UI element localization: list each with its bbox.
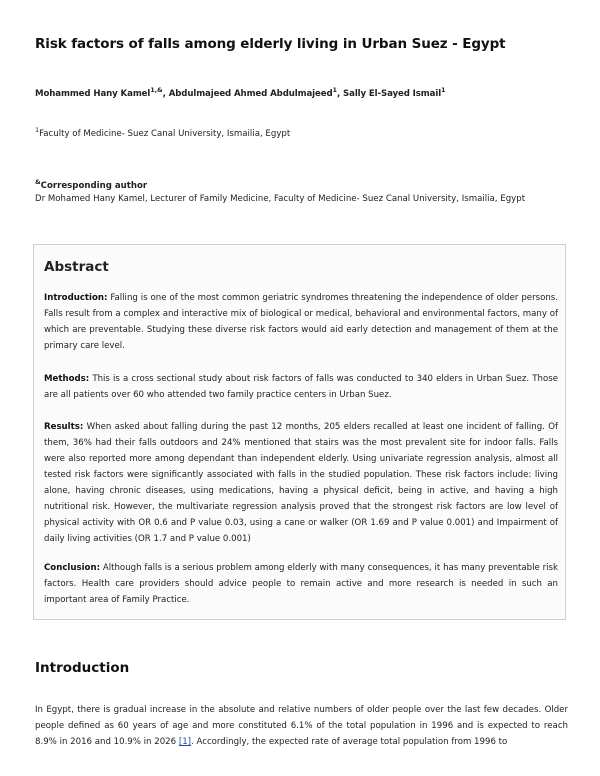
paper-title: Risk factors of falls among elderly living in Urban Suez - Egypt [35, 36, 506, 52]
abstract-heading: Abstract [44, 259, 109, 275]
corresponding-author-text: Dr Mohamed Hany Kamel, Lecturer of Family Medicine, Faculty of Medicine- Suez Canal University, Ismailia, Egypt [35, 194, 526, 204]
introduction-paragraph [35, 702, 568, 750]
abstract-results-text: When asked about falling during the past 12 months, 205 elders recalled at least one incident of falling. Of them, 36% had their falls outdoors and 24% mentioned that stairs was the most prevalent site for indoor falls. Falls were also reported more among dependant than independent elderly. Using univariate regression analysis, almost all tested risk factors were significantly associated with falls in the studied population. These risk factors include: living alone, having chronic diseases, using medications, having a physical deficit, being in active, and having a high nutritional risk. However, the multivariate regression analysis proved that the strongest risk factors are low level of physical activity with OR 0.6 and P value 0.03, using a cane or walker (OR 1.69 and P value 0.001) and Impairment of daily living activities (OR 1.7 and P value 0.001) [44, 422, 558, 544]
author-superscript: 1,& [150, 86, 163, 94]
abstract-conclusion-label: Conclusion: [44, 563, 101, 573]
author-superscript: 1 [441, 86, 446, 94]
author-separator: , [336, 88, 344, 99]
reference-link[interactable]: [1] [178, 737, 192, 747]
corresponding-author-heading [35, 178, 147, 191]
abstract-introduction [44, 290, 558, 354]
abstract-methods [44, 371, 558, 403]
corresponding-heading-text: Corresponding author [40, 180, 148, 191]
abstract-conclusion [44, 560, 558, 608]
author-superscript: 1 [332, 86, 337, 94]
affiliation-text: Faculty of Medicine- Suez Canal University, Ismailia, Egypt [39, 128, 291, 139]
author-name: Mohammed Hany Kamel [35, 88, 151, 99]
corresponding-superscript: & [35, 178, 41, 186]
author-name: Abdulmajeed Ahmed Abdulmajeed [168, 88, 333, 99]
abstract-introduction-label: Introduction: [44, 293, 108, 303]
author-separator: , [162, 88, 169, 99]
affiliation [35, 126, 575, 139]
abstract-results-label: Results: [44, 422, 84, 432]
abstract-methods-text: This is a cross sectional study about risk factors of falls was conducted to 340 elders in Urban Suez. Those are all patients over 60 who attended two family practice centers in Urban Suez. [44, 374, 558, 400]
abstract-results [44, 419, 558, 547]
introduction-heading: Introduction [35, 660, 130, 676]
abstract-methods-label: Methods: [44, 374, 90, 384]
author-name: Sally El-Sayed Ismail [343, 88, 442, 99]
abstract-introduction-text: Falling is one of the most common geriatric syndromes threatening the independence of older persons. Falls result from a complex and interactive mix of biological or medical, behavioral and environmental factors, many of which are preventable. Studying these diverse risk factors would aid early detection and management of them at the primary care level. [44, 293, 558, 351]
introduction-text-continued: . Accordingly, the expected rate of average total population from 1996 to [191, 737, 508, 747]
abstract-conclusion-text: Although falls is a serious problem among elderly with many consequences, it has many preventable risk factors. Health care providers should advice people to remain active and more research is needed in such an important area of Family Practice. [44, 563, 558, 605]
abstract-box [33, 244, 566, 620]
author-list [35, 86, 575, 99]
introduction-text: In Egypt, there is gradual increase in the absolute and relative numbers of older people over the last few decades. Older people defined as 60 years of age and more constituted 6.1% of the total population in 1996 and is expected to reach 8.9% in 2016 and 10.9% in 2026 [35, 705, 568, 747]
affiliation-superscript: 1 [35, 126, 40, 134]
